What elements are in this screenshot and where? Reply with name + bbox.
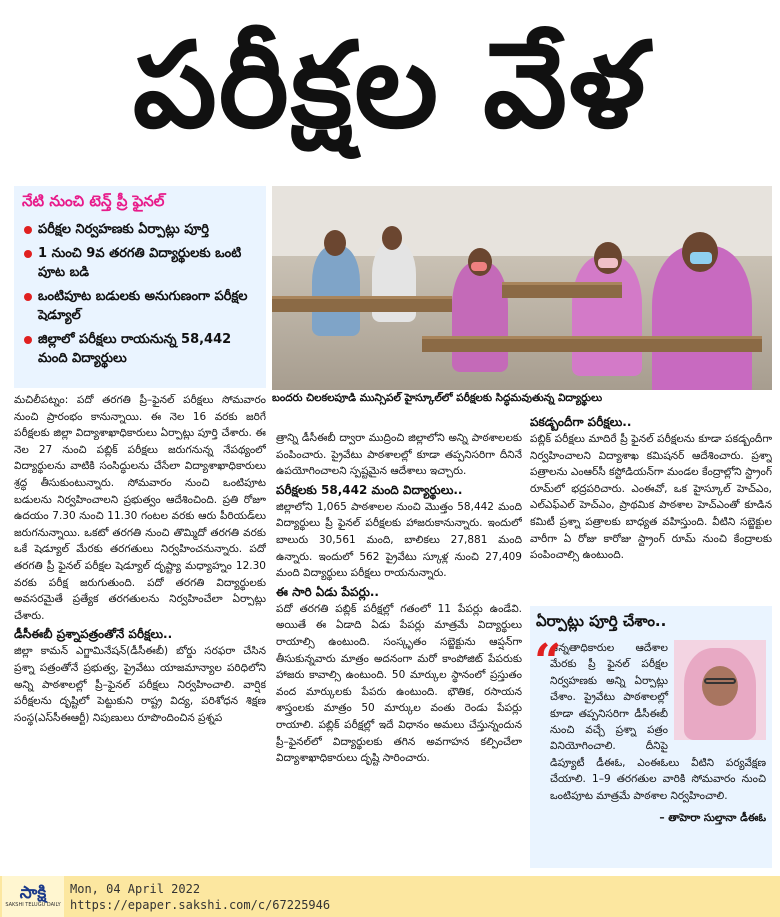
article-paragraph: త్రాన్ని డీసీఈబీ ద్వారా ముద్రించి జిల్లాలోని అన్ని పాఠశాలలకు పంపించారు. ప్రైవేటు పాఠశాలల్లో కూడా తప్పనిసరిగా దీనినే ఉపయోగించాలని స్పష్టమైన ఆదేశాలు ఇచ్చారు. — [276, 432, 522, 478]
summary-point: పరీక్షల నిర్వహణకు ఏర్పాట్లు పూర్తి — [22, 220, 258, 239]
article-paragraph: పబ్లిక్ పరీక్షలు మాదిరే ప్రీ ఫైనల్ పరీక్షలను కూడా పకడ్బందీగా నిర్వహించాలని విద్యాశాఖ కమిషనర్ ఆదేశించారు. ప్రశ్నా పత్రాలను ఎంఆర్‌సీ కస్టోడియన్‌గా మండల కేంద్రాల్లోని స్ట్రాంగ్ రూమ్‌లో భద్రపరిచారు. ఎంఈవో, ఒక హైస్కూల్ హెచ్‌ఎం, ఎల్‌ఎఫ్‌ఎల్ హెచ్‌ఎం, ప్రాథమిక పాఠశాల హెచ్‌ఎంతో కూడిన కమిటీ ప్రశ్నా పత్రాలకు బాధ్యత వహిస్తుంది. వీటిని సబ్జెక్టుల వారీగా ఏ రోజు కారోజు స్ట్రాంగ్ రూమ్ నుంచి కేంద్రాలకు పంపించాల్సి ఉంటుంది. — [530, 433, 772, 562]
footer-date: Mon, 04 April 2022 — [70, 881, 201, 896]
quote-text: ఉన్నతాధికారుల ఆదేశాల మేరకు ప్రీ ఫైనల్ పరీక్షల నిర్వహణకు అన్ని ఏర్పాట్లు చేశాం. ప్రైవేటు పాఠశాలల్లో కూడా తప్పనిసరిగా డీసీఈబీ నుంచి వచ్చే ప్రశ్నా పత్రం వినియోగించాలి. దీనిపై డిప్యూటీ డీఈఓ, ఎంఈఓలు వీటిని పర్యవేక్షణ చేయాలి. 1–9 తరగతుల వారికి సోమవారం నుంచి ఒంటిపూట మాత్రమే పాఠశాల నిర్వహించాలి. — [550, 642, 766, 802]
quote-box — [530, 606, 772, 868]
photo-desk — [502, 282, 622, 298]
footer-meta — [70, 881, 330, 913]
photo-student — [452, 262, 508, 372]
photo-mask — [690, 252, 712, 264]
photo-head — [324, 230, 346, 256]
summary-box — [14, 186, 266, 388]
page-footer — [0, 876, 780, 917]
photo-head — [382, 226, 402, 250]
quote-signature: – తాహెరా సుల్తానా డీఈఓ — [659, 812, 766, 825]
quote-body — [534, 634, 766, 826]
photo-desk — [422, 336, 762, 352]
article-paragraph: జిల్లాలోని 1,065 పాఠశాలల నుంచి మొత్తం 58,442 మంది విద్యార్థులు ప్రీ ఫైనల్ పరీక్షలకు హాజరుకానున్నారు. ఇందులో బాలురు 30,561 మంది, బాలికలు 27,881 మంది ఉన్నారు. ఇందులో 562 ప్రైవేటు స్కూళ్ల నుంచి 27,409 మంది విద్యార్థులు పరీక్షలు రాయనున్నారు. — [276, 500, 522, 580]
article-subhead: పరీక్షలకు 58,442 మంది విద్యార్థులు.. — [276, 482, 463, 497]
article-subhead: పకడ్బందీగా పరీక్షలు.. — [530, 415, 632, 429]
article-paragraph: మచిలీపట్నం: పదో తరగతి ప్రీ–ఫైనల్ పరీక్షలు సోమవారం నుంచి ప్రారంభం కానున్నాయి. ఈ నెల 16 వరకు జరిగే పరీక్షలకు జిల్లా విద్యాశాఖాధికారులు ఏర్పాట్లు పూర్తి చేశారు. ఈ నెల 27 నుంచి పబ్లిక్ పరీక్షలు జరుగనున్న నేపథ్యంలో విద్యార్థులను వాటికి సంసిద్ధులను చేసేలా విద్యాశాఖాధికారులు శ్రద్ధ తీసుకుంటున్నారు. సోమవారం నుంచి ఒంటిపూట బడులను నిర్వహించాలని ప్రభుత్వం ఆదేశించింది. ప్రతి రోజూ ఉదయం 7.30 నుంచి 11.30 గంటల వరకు ఆరు పీరియడ్‌లు జరుగనున్నాయి. ఒకటో తరగతి నుంచి తొమ్మిదో తరగతి వరకు ఒకే షెడ్యూల్ మేరకు తరగతులు నిర్వహించనున్నారు. పదో తరగతి ప్రీ ఫైనల్ పరీక్షల షెడ్యూల్ దృష్ట్యా మధ్యాహ్నం 12.30 వరకు పరీక్ష జరుగుతుంది. పదో తరగతి విద్యార్థులకు అవసరమైతే ప్రత్యేక తరగతులను నిర్వహించేలా ఏర్పాట్లు చేశారు. — [14, 394, 266, 622]
logo-tagline: SAKSHI TELUGU DAILY — [5, 902, 61, 908]
page-headline: పరీక్షల వేళ — [132, 16, 648, 154]
photo-caption: బందరు చిలకలపూడి మున్సిపల్ హైస్కూల్‌లో పరీక్షలకు సిద్ధమవుతున్న విద్యార్థులు — [272, 392, 603, 404]
article-subhead: ఈ సారి ఏడు పేపర్లు.. — [276, 584, 379, 599]
official-portrait — [674, 640, 766, 740]
photo-student — [572, 256, 642, 376]
article-subhead: డీసీఈబీ ప్రశ్నాపత్రంతోనే పరీక్షలు.. — [14, 627, 173, 642]
summary-list — [22, 220, 258, 368]
footer-url[interactable]: https://epaper.sakshi.com/c/67225946 — [70, 897, 331, 912]
summary-point: 1 నుంచి 9వ తరగతి విద్యార్థులకు ఒంటి పూట బడి — [22, 244, 258, 282]
article-column-3 — [530, 412, 772, 602]
portrait-face — [702, 666, 738, 706]
sakshi-logo — [2, 876, 64, 917]
summary-point: జిల్లాలో పరీక్షలు రాయనున్న 58,442 మంది విద్యార్థులు — [22, 330, 258, 368]
quote-mark-icon: “ — [534, 634, 562, 690]
photo-student — [312, 246, 360, 336]
photo-mask — [598, 258, 618, 268]
portrait-glasses — [704, 678, 736, 684]
article-paragraph: పదో తరగతి పబ్లిక్ పరీక్షల్లో గతంలో 11 పేపర్లు ఉండేవి. అయితే ఈ ఏడాది ఏడు పేపర్లు మాత్రమే విద్యార్థులు రాయాల్సి ఉంటుంది. సంస్కృతం సబ్జెక్టును ఆప్షన్‌గా తీసుకున్నవారు మాత్రం అదనంగా మరో కాంపోజిట్ పేపరుకు హాజరు కావాల్సి ఉంటుంది. 50 మార్కుల స్థానంలో ప్రస్తుతం వంద మార్కులకు పేపరు ఉంటుంది. భౌతిక, రసాయన శాస్త్రంలకు మాత్రం 50 మార్కుల వంతు రెండు పేపర్లు రాయాలి. పబ్లిక్ పరీక్షల్లో ఇదే విధానం అమలు చేస్తున్నందున ప్రీ–ఫైనల్‌లో విద్యార్థులకు తగిన అవగాహన కల్పించేలా విద్యాశాఖాధికారులు దృష్టి సారించారు. — [276, 602, 522, 765]
article-paragraph: జిల్లా కామన్ ఎగ్జామినేషన్(డీసీఈబీ) బోర్డు సరఫరా చేసిన ప్రశ్నా పత్రంతోనే ప్రభుత్వ, ప్రైవేటు యాజమాన్యాల పరిధిలోని అన్ని పాఠశాలల్లో ప్రీ–ఫైనల్ పరీక్షలు నిర్వహించాలి. వార్షిక పరీక్షలను దృష్టిలో పెట్టుకుని రాష్ట్ర విద్య, పరిశోధన శిక్షణ సంస్థ(ఎస్‌సీఈఆర్టీ) నిపుణులు రూపొందించిన ప్రశ్నప — [14, 645, 266, 724]
summary-point: ఒంటిపూట బడులకు అనుగుణంగా పరీక్షల షెడ్యూల్ — [22, 287, 258, 325]
classroom-photo — [272, 186, 772, 390]
summary-title: నేటి నుంచి టెన్త్ ప్రీ ఫైనల్ — [22, 192, 165, 210]
logo-wordmark: సాక్షి — [19, 883, 47, 903]
article-column-1 — [14, 392, 266, 872]
quote-title: ఏర్పాట్లు పూర్తి చేశాం.. — [536, 612, 667, 630]
article-column-2 — [276, 430, 522, 872]
photo-desk — [272, 296, 452, 312]
photo-mask — [471, 262, 487, 271]
